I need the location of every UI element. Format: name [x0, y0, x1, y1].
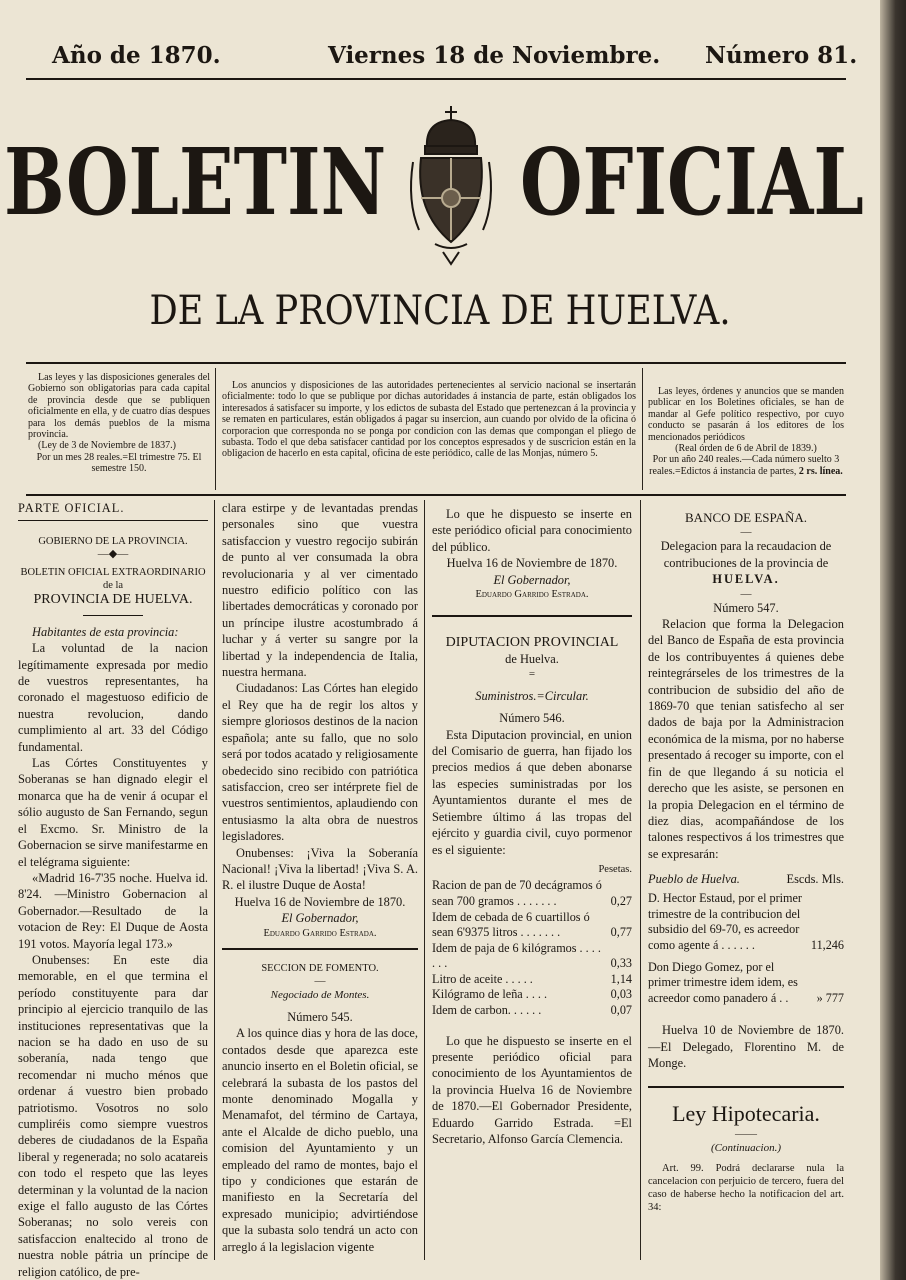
col2-paragraph-3: Onubenses: ¡Viva la Soberanía Nacional! ¡Viva la libertad! ¡Viva S. A. R. el ilustre Duque de Aosta!	[222, 845, 418, 893]
masthead-oficial: OFICIAL	[520, 128, 864, 236]
fomento-heading: SECCION DE FOMENTO.	[261, 962, 379, 974]
creditor-table	[648, 891, 844, 1012]
notice-center	[222, 380, 636, 460]
price-value: 0,33	[610, 956, 632, 971]
ley-hipotecaria-heading: Ley Hipotecaria.	[672, 1100, 820, 1126]
column-3: Lo que he dispuesto se inserte en este periódico oficial para conocimiento del público. Huelva 16 de Noviembre de 1870. El Gobernador, Eduardo Garrido Estrada. DIPUTACION PROVINCIAL de Huelva. = Suministros.=Circular. Número 546. Esta Diputacion provincial, en union del Comisario de guerra, han fijado los precios medios á que deben abonarse las especies suministradas por los Ayuntamientos durante el mes de Setiembre último á las tropas del ejército y guardia civil, cuyo pormenor es el siguiente: Pesetas. Racion de pan de 70 decágramos ó sean 700 gramos . . . . . . . 0,27 Idem de cebada de 6 cuartillos ó sean 6'9375 litros . . . . . . . 0,77 Idem de paja de 6 kilógramos . . . . . . . 0,33 Litro de aceite . . . . . 1,14 Kilógramo de leña . . . . 0,03 Idem de carbon. . . . . . 0,07 Lo que he dispuesto se inserte en el presente periódico oficial para conocimiento de los Ayuntamientos de la provincia Huelva 16 de Noviembre de 1870.—El Gobernador Presidente, Eduardo Garrido Estrada. =El Secretario, Alfonso García Clemencia.	[432, 507, 632, 1147]
col4-paragraph-1: Relacion que forma la Delegacion del Banco de España de esta provincia de los contribuyentes á quienes debe reintegrárseles de los trimestres de la contribucion de subsidio del año de 1869-70 que tenian satisfecho al ser dados de baja por la Administracion económica de la misma, por no haberse presentado á recoger su importe, con el fin de que llegando á su noticia el derecho que les asiste, se personen en la propia Delegacion en el término de diez dias, acompañándose de los talones respectivos á los trimestres que se expresarán:	[648, 617, 844, 861]
issue-number: Número 81.	[705, 42, 858, 69]
relacion-547-number: Número 547.	[713, 600, 779, 615]
notice-left	[28, 372, 210, 475]
suministros-heading: Suministros.=Circular.	[475, 688, 589, 703]
column-divider-3	[640, 500, 641, 1260]
price-value: 0,27	[610, 893, 632, 908]
delegacion-text: Delegacion para la recaudacion de contribuciones de la provincia de	[660, 539, 832, 570]
notice-center-text: Los anuncios y disposiciones de las autoridades pertenecientes al servicio nacional se insertarán oficialmente: todo lo que se publique por dichas autoridades á instancia de parte, están obligados los interesados á satisfacer su importe, y los edictos de subasta del Estado que pertenezcan á la provincia y se rematen en particulares, están obligados á pagar su insercion, aun cuando por olvido de la oficina ó corporacion que corresponda no se ponga por condicion con las demas que compongan el pliego de subasta. Todo el que deba satisfacer cantidad por los conceptos espresados y de suscricion están en la obligacion de hacerlo en esta capital, oficina de este periódico, calle de las Monjas, número 5.	[222, 380, 636, 460]
creditor-text: Don Diego Gomez, por el primer trimestre idem idem, es acreedor como panadero á . .	[648, 959, 798, 1005]
col3-signed-name: Eduardo Garrido Estrada.	[475, 589, 589, 601]
negociado-heading: Negociado de Montes.	[270, 988, 370, 1001]
issue-date: Viernes 18 de Noviembre.	[328, 42, 661, 69]
col1-paragraph-4: Onubenses: En este dia memorable, en el que termina el período constituyente para dar principio al ejercicio tranquilo de las instituciones representativas que la nacion se ha dado en uso de su soberanía, nada tengo que recomendar ni mucho ménos que ordenar á vuestro bien probado patriotismo. Vosotros no solo cumpliréis como siempre vuestros deberes de ciudadanos de la España liberal y regenerada; no solo acatareis con todo el respeto que las leyes determinan y la voluntad de la nacion exige el fallo augusto de las Córtes Soberanas; no solo vereis con satisfaccion enaltecido al trono de nuestra noble pátria un príncipe de religion católico, de pre-	[18, 952, 208, 1279]
price-item: Idem de carbon. . . . . .	[432, 1003, 542, 1018]
banco-heading: BANCO DE ESPAÑA.	[685, 510, 807, 525]
price-row	[432, 1003, 632, 1019]
price-value: 0,77	[610, 925, 632, 940]
creditor-amount: » 777	[816, 990, 844, 1005]
col1-paragraph-1: La voluntad de la nacion legítimamente expresada por medio de vuestros representantes, ha coronado el magestuoso edificio de nuestra revolucion, dando cumplimiento al art. 33 del Código fundamental.	[18, 641, 208, 754]
price-value: 0,07	[610, 1003, 632, 1018]
extraordinario-line-2: de la	[102, 580, 124, 592]
col3-paragraph-1: Lo que he dispuesto se inserte en este periódico oficial para conocimiento del público.	[432, 507, 632, 554]
price-item: Idem de cebada de 6 cuartillos ó sean 6'9375 litros . . . . . . .	[432, 909, 590, 940]
amount-unit-header: Escds. Mls.	[786, 872, 844, 887]
column-4: BANCO DE ESPAÑA. — Delegacion para la recaudacion de contribuciones de la provincia de HUELVA. — Número 547. Relacion que forma la Delegacion del Banco de España de esta provincia de los contribuyentes á quienes debe reintegrárseles de los trimestres de la contribucion de subsidio del año de 1869-70 que tenian satisfecho al ser dados de baja por la Administracion económica de la misma, por no haberse presentado á recoger su importe, con el fin de que llegando á su noticia el derecho que les asiste, se personen en la propia Delegacion en el término de diez dias, acompañándose de los talones respectivos á los trimestres que se expresarán: Pueblo de Huelva. Escds. Mls. D. Hector Estaud, por el primer trimestre de la contribucion del subsidio del 69-70, es acreedor como agente á . . . . . . 11,246 Don Diego Gomez, por el primer trimestre idem idem, es acreedor como panadero á . . » 777 Huelva 10 de Noviembre de 1870.—El Delegado, Florentino M. de Monge. Ley Hipotecaria. —— (Continuacion.) Art. 99. Podrá declararse nula la cancelacion con perjuicio de tercero, fuera del caso de haberse hecho la notificacion del art. 34:	[648, 510, 844, 1213]
masthead-subtitle: DE LA PROVINCIA DE HUELVA.	[149, 288, 731, 334]
extraordinario-line-3: PROVINCIA DE HUELVA.	[33, 592, 193, 608]
price-item: Idem de paja de 6 kilógramos . . . . . . .	[432, 940, 601, 971]
col3-paragraph-2: Esta Diputacion provincial, en union del Comisario de guerra, han fijado los precios medios á que deben abonarse las especies suministradas por los Ayuntamientos durante el mes de Setiembre último á las tropas del ejército y guardia civil, cuyo pormenor es el siguiente:	[432, 727, 632, 857]
column-1	[18, 500, 208, 1280]
creditor-text: D. Hector Estaud, por el primer trimestre de la contribucion del subsidio del 69-70, es acreedor como agente á . . . . . .	[648, 891, 802, 952]
col2-paragraph-2: Ciudadanos: Las Córtes han elegido el Rey que ha de regir los altos y siempre gloriosos destinos de la nacion española; ante su fallo, que no solo será por todos acatado y religiosamente obedecido sino recibido con patriótica satisfaccion, creo ser intérprete fiel de vuestros sentimientos, aplaudiendo con entusiasmo la alta obra de nuestros legisladores.	[222, 681, 418, 844]
column-2: clara estirpe y de levantadas prendas personales sino que vuestra satisfaccion y vuestro regocijo subirán de punto al ver consumada la obra revolucionaria y al ver cimentado nuestro edificio político con las libertades democráticas y coronado por un príncipe ilustre acostumbrado á luchar y á verter su sangre por la libertad y la independencia de Italia, nuestra hermana. Ciudadanos: Las Córtes han elegido el Rey que ha de regir los altos y siempre gloriosos destinos de la nacion española; ante su fallo, que no solo será por todos acatado y religiosamente obedecido sino recibido con patriótica satisfaccion, creo ser intérprete fiel de vuestros sentimientos, aplaudiendo con entusiasmo la alta obra de nuestros legisladores. Onubenses: ¡Viva la Soberanía Nacional! ¡Viva la libertad! ¡Viva S. A. R. el ilustre Duque de Aosta! Huelva 16 de Noviembre de 1870. El Gobernador, Eduardo Garrido Estrada. SECCION DE FOMENTO. — Negociado de Montes. Número 545. A los quince dias y hora de las doce, contados desde que aparezca este anuncio inserto en el Boletin oficial, se celebrará la subasta de los pastos del monte denominado Mogalla y Menamafot, del término de Cartaya, ante el Alcalde de dicho pueblo, una comision del Ayuntamiento y un empleado del ramo de montes, bajo el tipo y condiciones que estarán de manifiesto en la Secretaría del expresado municipio; advirtiéndose que la subasta solo tendrá un acto con arreglo á la legislacion vigente	[222, 501, 418, 1254]
gobierno-heading: GOBIERNO DE LA PROVINCIA.	[38, 536, 188, 548]
price-value: 0,03	[610, 987, 632, 1002]
issue-year: Año de 1870.	[52, 42, 221, 69]
notice-left-text: Las leyes y las disposiciones generales del Gobierno son obligatorias para cada capital de provincia desde que se publiquen oficialmente en ella, y de cuatro días despues para los demás pueblos de la misma provincia.	[28, 372, 210, 441]
col2-paragraph-4: A los quince dias y hora de las doce, contados desde que aparezca este anuncio inserto en el Boletin oficial, se celebrará la subasta de los pastos del monte denominado Mogalla y Menamafot, del término de Cartaya, ante el Alcalde de dicho pueblo, una comision del Ayuntamiento y un empleado del ramo de montes, bajo el tipo y condiciones que estarán de manifiesto en la Secretaría del expresado municipio; advirtiéndose que la subasta solo tendrá un acto con arreglo á la legislacion vigente	[222, 1026, 418, 1254]
col4-dateline: Huelva 10 de Noviembre de 1870.—El Delegado, Florentino M. de Monge.	[648, 1023, 844, 1071]
price-item: Litro de aceite . . . . .	[432, 971, 533, 986]
price-row	[432, 972, 632, 988]
col1-paragraph-2: Las Córtes Constituyentes y Soberanas se han dignado elegir el monarca que ha de venir á ocupar el sólio augusto de San Fernando, segun el Excmo. Sr. Ministro de la Gobernacion se sirve manifestarme en el telégrama siguiente:	[18, 756, 208, 869]
masthead-boletin: BOLETIN	[4, 128, 387, 236]
delegacion-huelva: HUELVA.	[712, 572, 780, 587]
column-divider-2	[424, 500, 425, 1260]
price-currency-header: Pesetas.	[598, 863, 632, 875]
notice-right-ref: (Real órden de 6 de Abril de 1839.)	[675, 443, 817, 455]
header-rule	[26, 78, 846, 80]
ornament-divider: —◆—	[97, 548, 129, 561]
col3-dateline: Huelva 16 de Noviembre de 1870.	[446, 556, 618, 571]
notice-right	[648, 386, 844, 477]
greeting: Habitantes de esta provincia:	[32, 624, 179, 639]
col3-paragraph-3: Lo que he dispuesto se inserte en el presente periódico oficial para conocimiento de los Ayuntamientos de la provincia Huelva 16 de Noviembre de 1870.—El Gobernador Presidente, Eduardo Garrido Estrada. =El Secretario, Alfonso García Clemencia.	[432, 1033, 632, 1147]
creditor-row	[648, 960, 844, 1013]
notice-divider-left	[215, 368, 216, 490]
price-item: Racion de pan de 70 decágramos ó sean 700 gramos . . . . . . .	[432, 878, 602, 908]
price-table	[432, 878, 632, 1018]
price-value: 1,14	[610, 971, 632, 986]
parte-oficial-heading: PARTE OFICIAL.	[18, 501, 125, 515]
continuacion-label: (Continuacion.)	[711, 1141, 781, 1154]
col2-signed-role: El Gobernador,	[281, 911, 359, 926]
article-99-text: Art. 99. Podrá declararse nula la cancelacion con perjuicio de tercero, fuera del caso de haberse hecho la notificacion del art. 34:	[648, 1162, 844, 1213]
notice-right-price: Por un año 240 reales.—Cada número suelto 3 reales.=Edictos á instancia de partes,	[649, 454, 840, 477]
creditor-amount: 11,246	[810, 937, 844, 952]
price-item: Kilógramo de leña . . . .	[432, 987, 548, 1002]
notices-bottom-rule	[26, 494, 846, 496]
notices-top-rule	[26, 362, 846, 364]
price-row	[432, 878, 632, 909]
notice-right-price-bold: 2 rs. línea.	[798, 465, 843, 477]
notice-divider-right	[642, 368, 643, 490]
creditor-row	[648, 891, 844, 959]
price-row	[432, 987, 632, 1003]
anuncio-545-number: Número 545.	[287, 1009, 353, 1024]
page-edge	[880, 0, 906, 1280]
col2-dateline: Huelva 16 de Noviembre de 1870.	[234, 894, 406, 909]
col2-signed-name: Eduardo Garrido Estrada.	[263, 927, 377, 939]
price-row	[432, 941, 632, 972]
pueblo-heading: Pueblo de Huelva.	[648, 872, 740, 887]
extraordinario-line-1: BOLETIN OFICIAL EXTRAORDINARIO	[20, 567, 206, 579]
col3-signed-role: El Gobernador,	[493, 572, 571, 587]
notice-left-price: Por un mes 28 reales.=El trimestre 75. El semestre 150.	[36, 451, 202, 475]
notice-left-ref: (Ley de 3 de Noviembre de 1837.)	[38, 440, 177, 452]
col2-paragraph-1: clara estirpe y de levantadas prendas personales sino que vuestra satisfaccion y vuestro regocijo subirán de punto al ver consumada la obra revolucionaria y al ver cimentado nuestro edificio político con las libertades democráticas y coronado por un príncipe ilustre acostumbrado á luchar y á verter su sangre por la libertad y la independencia de Italia, nuestra hermana.	[222, 501, 418, 680]
royal-coat-of-arms-icon	[405, 102, 497, 270]
circular-546-number: Número 546.	[499, 711, 565, 726]
price-row	[432, 910, 632, 941]
column-divider-1	[214, 500, 215, 1260]
col1-paragraph-3: «Madrid 16-7'35 noche. Huelva id. 8'24. —Ministro Gobernacion al Gobernador.—Resultado de la votacion de Rey: El Duque de Aosta 191 votos. Mayoría legal 173.»	[18, 870, 208, 951]
diputacion-subheading: de Huelva.	[505, 652, 559, 667]
diputacion-heading: DIPUTACION PROVINCIAL	[445, 635, 619, 651]
notice-right-text: Las leyes, órdenes y anuncios que se manden publicar en los Boletines oficiales, se han de mandar al Gefe político respectivo, por cuyo conducto se pasarán á los editores de los mencionados periódicos	[648, 386, 844, 443]
